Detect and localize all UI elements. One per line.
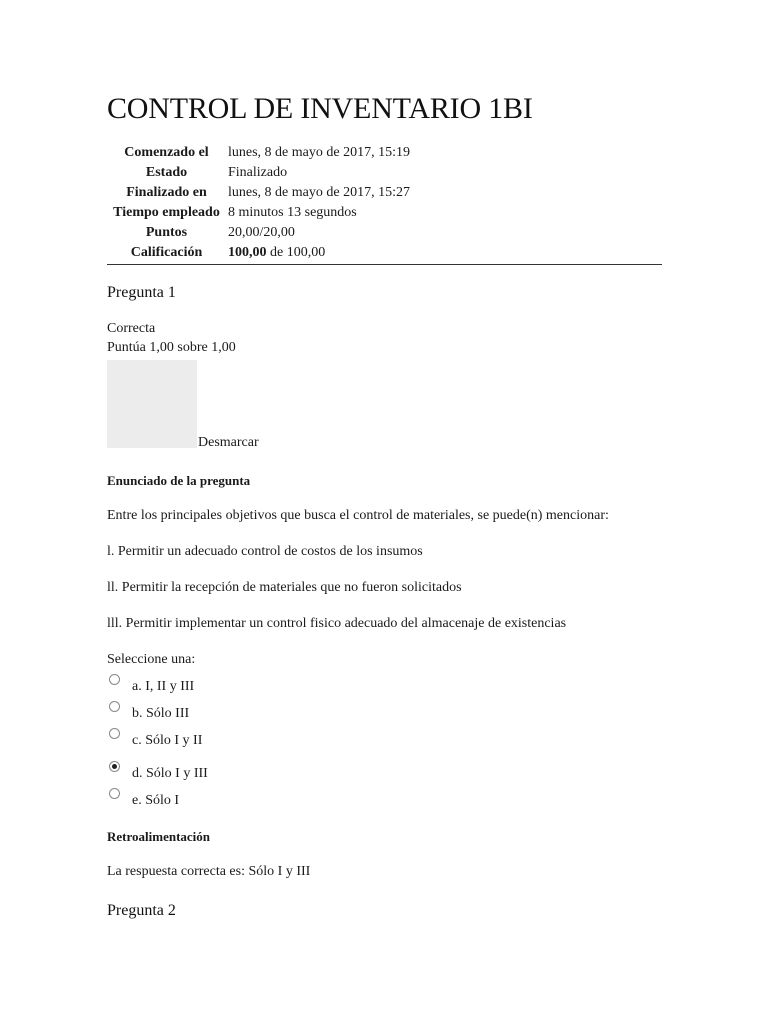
summary-label: Calificación bbox=[107, 245, 226, 265]
summary-label: Finalizado en bbox=[126, 185, 207, 200]
question-1-status: Correcta bbox=[107, 321, 156, 336]
unflag-question-button[interactable]: Desmarcar bbox=[198, 435, 259, 450]
summary-label: Puntos bbox=[145, 225, 188, 240]
summary-row-grade bbox=[107, 245, 662, 265]
attempt-summary-table bbox=[107, 145, 662, 265]
summary-label: Tiempo empleado bbox=[113, 205, 220, 220]
radio-unchecked-icon[interactable] bbox=[109, 728, 120, 739]
radio-unchecked-icon[interactable] bbox=[109, 788, 120, 799]
question-item-1: l. Permitir un adecuado control de costos de los insumos bbox=[107, 544, 423, 559]
summary-row-points bbox=[107, 225, 662, 245]
radio-checked-icon[interactable] bbox=[109, 761, 120, 772]
summary-value: lunes, 8 de mayo de 2017, 15:19 bbox=[228, 145, 410, 160]
question-item-3: lll. Permitir implementar un control fisico adecuado del almacenaje de existencias bbox=[107, 616, 567, 631]
summary-value bbox=[226, 245, 662, 265]
summary-value: Finalizado bbox=[228, 165, 288, 180]
grade-value: 100,00 bbox=[228, 245, 267, 260]
feedback-text: La respuesta correcta es: Sólo I y III bbox=[107, 864, 311, 879]
summary-value: 8 minutos 13 segundos bbox=[228, 205, 357, 220]
question-intro: Entre los principales objetivos que busca el control de materiales, se puede(n) mencionar: bbox=[107, 508, 609, 523]
question-1-title: Pregunta 1 bbox=[107, 284, 176, 301]
summary-value: 20,00/20,00 bbox=[228, 225, 295, 240]
option-label: e. Sólo I bbox=[132, 793, 180, 808]
question-2-title: Pregunta 2 bbox=[107, 902, 176, 919]
question-1-score: Puntúa 1,00 sobre 1,00 bbox=[107, 340, 236, 355]
summary-row-started bbox=[107, 145, 662, 165]
radio-unchecked-icon[interactable] bbox=[109, 674, 120, 685]
grade-max: de 100,00 bbox=[266, 245, 326, 260]
flag-icon[interactable] bbox=[107, 360, 197, 448]
question-item-2: ll. Permitir la recepción de materiales que no fueron solicitados bbox=[107, 580, 462, 595]
option-label: c. Sólo I y II bbox=[132, 733, 203, 748]
option-label: b. Sólo III bbox=[132, 706, 190, 721]
radio-unchecked-icon[interactable] bbox=[109, 701, 120, 712]
option-label: d. Sólo I y III bbox=[132, 766, 208, 781]
feedback-heading: Retroalimentación bbox=[107, 829, 211, 844]
select-prompt: Seleccione una: bbox=[107, 652, 196, 667]
question-statement-heading: Enunciado de la pregunta bbox=[107, 473, 251, 488]
summary-row-state bbox=[107, 165, 662, 185]
option-label: a. I, II y III bbox=[132, 679, 195, 694]
summary-row-finished bbox=[107, 185, 662, 205]
summary-label: Estado bbox=[145, 165, 188, 180]
quiz-title: CONTROL DE INVENTARIO 1BI bbox=[107, 92, 533, 125]
summary-label: Comenzado el bbox=[124, 145, 209, 160]
summary-value: lunes, 8 de mayo de 2017, 15:27 bbox=[228, 185, 410, 200]
summary-row-time-taken bbox=[107, 205, 662, 225]
